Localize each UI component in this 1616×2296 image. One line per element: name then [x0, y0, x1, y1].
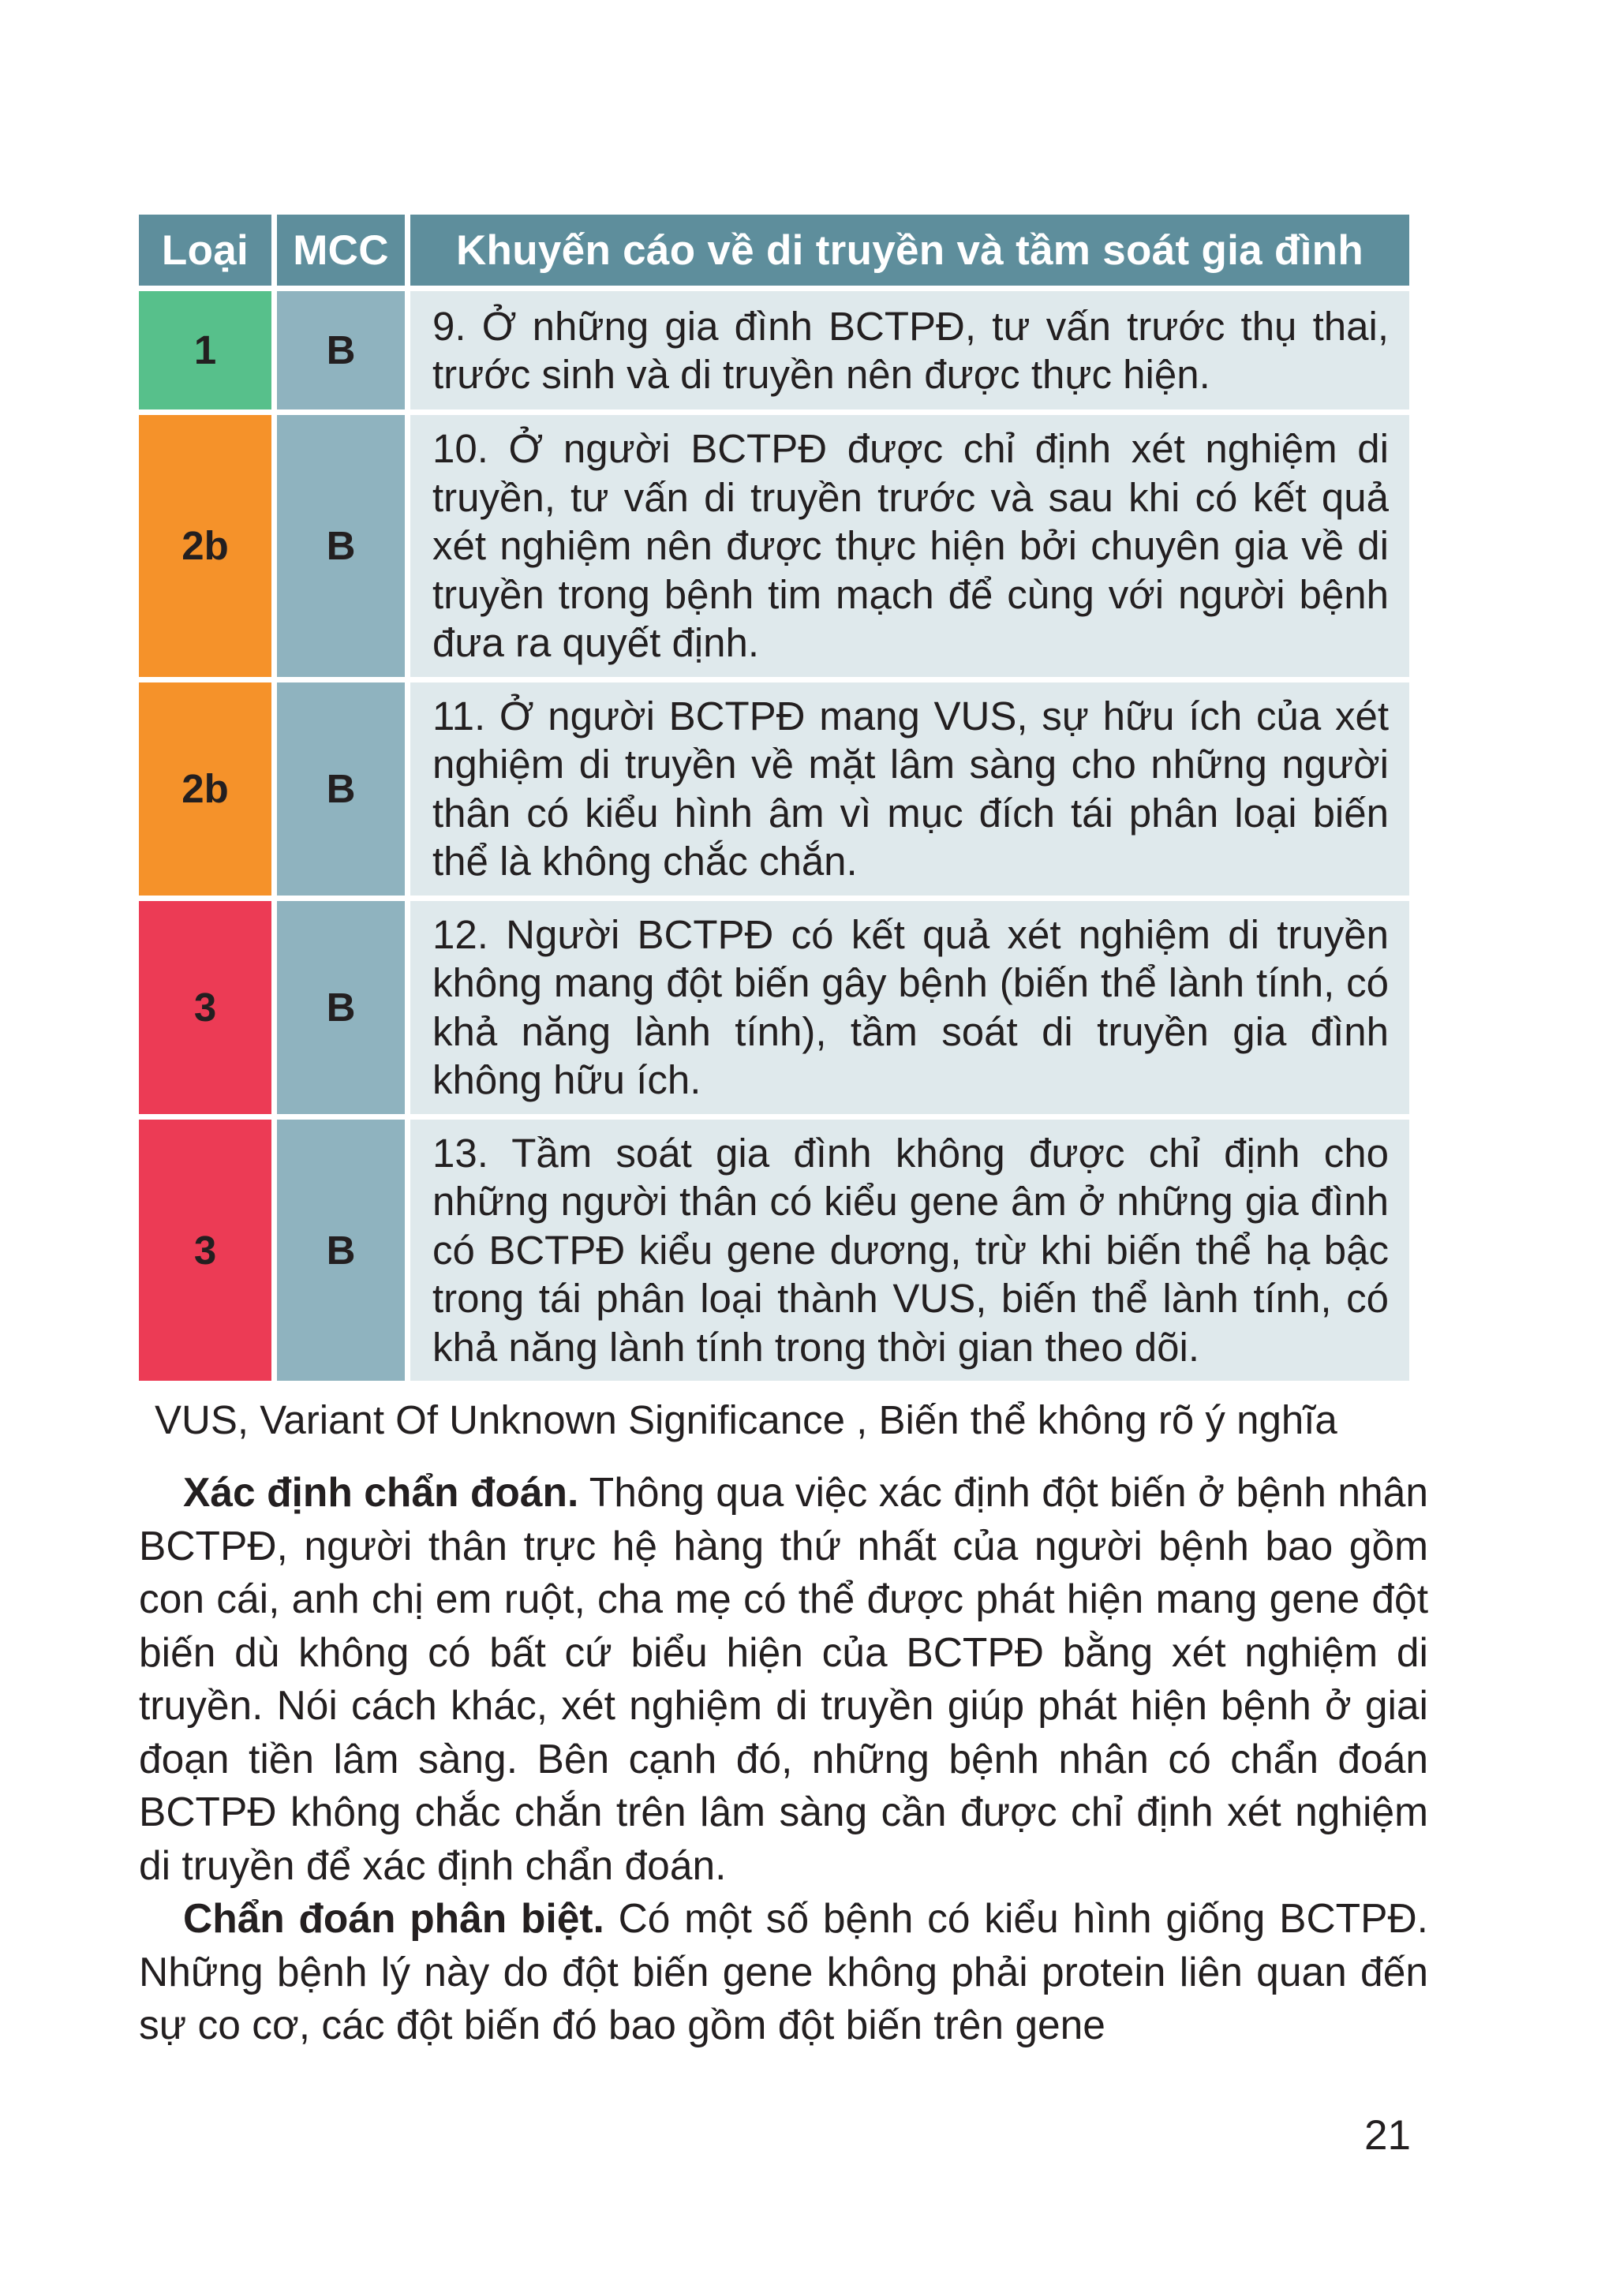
- class-cell: 3: [139, 1120, 271, 1382]
- table-row: [139, 1120, 1409, 1382]
- header-class: Loại: [139, 215, 271, 286]
- recommendation-cell: 13. Tầm soát gia đình không được chỉ định cho những người thân có kiểu gene âm ở những gia đình có BCTPĐ kiểu gene dương, trừ khi biến thể hạ bậc trong tái phân loại thành VUS, biến thể lành tính, có khả năng lành tính trong thời gian theo dõi.: [410, 1120, 1409, 1382]
- recommendation-table: [133, 209, 1415, 1386]
- class-cell: 2b: [139, 682, 271, 896]
- table-row: [139, 682, 1409, 896]
- mcc-cell: B: [277, 291, 405, 409]
- mcc-cell: B: [277, 1120, 405, 1382]
- paragraph-lead: Xác định chẩn đoán.: [183, 1469, 579, 1515]
- class-cell: 1: [139, 291, 271, 409]
- mcc-cell: B: [277, 901, 405, 1114]
- recommendation-cell: 10. Ở người BCTPĐ được chỉ định xét nghiệm di truyền, tư vấn di truyền trước và sau khi có kết quả xét nghiệm nên được thực hiện bởi chuyên gia về di truyền trong bệnh tim mạch để cùng với người bệnh đưa ra quyết định.: [410, 415, 1409, 677]
- paragraph-diagnosis: [139, 1466, 1428, 1892]
- paragraph-text: Có một số bệnh có kiểu hình giống BCTPĐ. Những bệnh lý này do đột biến gene không phải protein liên quan đến sự co cơ, các đột biến đó bao gồm đột biến trên gene: [139, 1895, 1428, 2047]
- paragraph-lead: Chẩn đoán phân biệt.: [183, 1895, 604, 1941]
- table-row: [139, 415, 1409, 677]
- table-header-row: [139, 215, 1409, 286]
- table-footnote: VUS, Variant Of Unknown Significance , Biến thể không rõ ý nghĩa: [155, 1397, 1337, 1442]
- header-recommendation: Khuyến cáo về di truyền và tầm soát gia đình: [410, 215, 1409, 286]
- page-number: 21: [1364, 2112, 1411, 2159]
- class-cell: 2b: [139, 415, 271, 677]
- mcc-cell: B: [277, 682, 405, 896]
- paragraph-differential: [139, 1892, 1428, 2052]
- class-cell: 3: [139, 901, 271, 1114]
- table-row: [139, 901, 1409, 1114]
- recommendation-cell: 9. Ở những gia đình BCTPĐ, tư vấn trước thụ thai, trước sinh và di truyền nên được thực hiện.: [410, 291, 1409, 409]
- recommendation-cell: 11. Ở người BCTPĐ mang VUS, sự hữu ích của xét nghiệm di truyền về mặt lâm sàng cho những người thân có kiểu hình âm vì mục đích tái phân loại biến thể là không chắc chắn.: [410, 682, 1409, 896]
- table-row: [139, 291, 1409, 409]
- header-mcc: MCC: [277, 215, 405, 286]
- recommendation-cell: 12. Người BCTPĐ có kết quả xét nghiệm di truyền không mang đột biến gây bệnh (biến thể lành tính, có khả năng lành tính), tầm soát di truyền gia đình không hữu ích.: [410, 901, 1409, 1114]
- paragraph-text: Thông qua việc xác định đột biến ở bệnh nhân BCTPĐ, người thân trực hệ hàng thứ nhất của người bệnh bao gồm con cái, anh chị em ruột, cha mẹ có thể được phát hiện mang gene đột biến dù không có bất cứ biểu hiện của BCTPĐ bằng xét nghiệm di truyền. Nói cách khác, xét nghiệm di truyền giúp phát hiện bệnh ở giai đoạn tiền lâm sàng. Bên cạnh đó, những bệnh nhân có chẩn đoán BCTPĐ không chắc chắn trên lâm sàng cần được chỉ định xét nghiệm di truyền để xác định chẩn đoán.: [139, 1469, 1428, 1888]
- mcc-cell: B: [277, 415, 405, 677]
